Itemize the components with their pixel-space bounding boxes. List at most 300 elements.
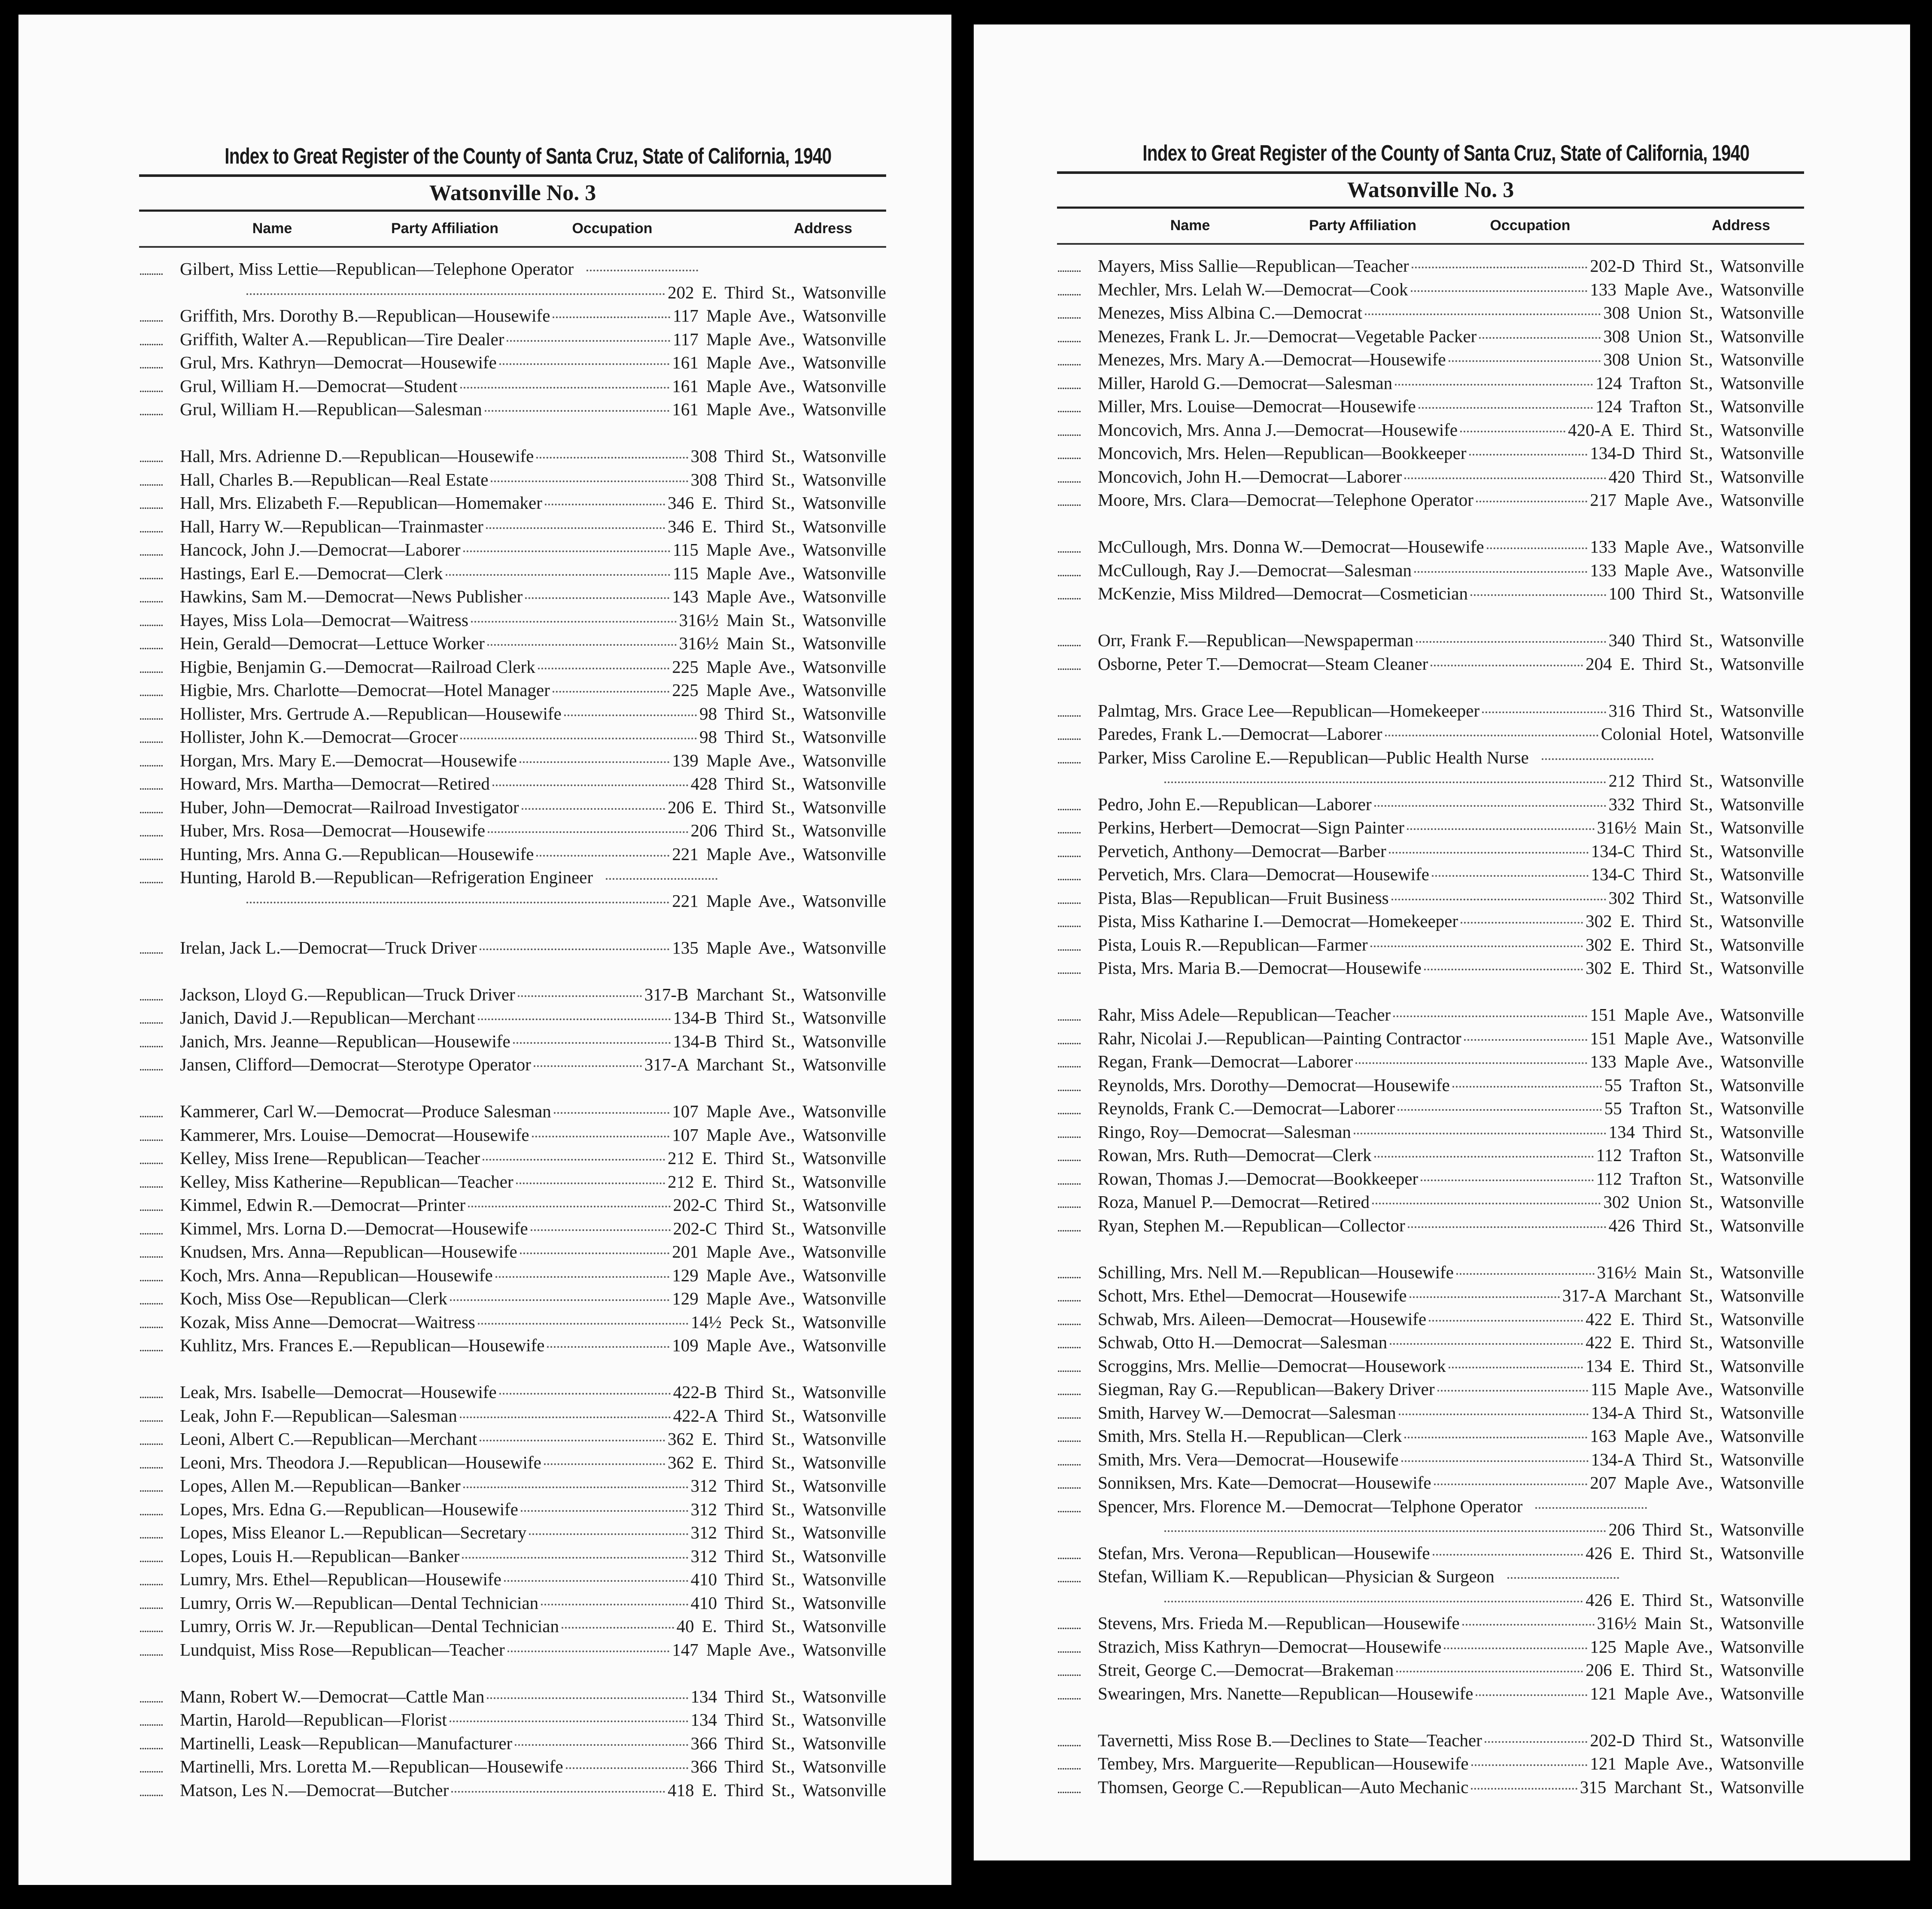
leader-dots: ..........: [1057, 1337, 1081, 1351]
entry-address: 422-A Third St., Watsonville: [673, 1405, 886, 1426]
column-headers: [1057, 209, 1804, 243]
entry-address: 312 Third St., Watsonville: [690, 1523, 886, 1542]
leader-dots: [566, 1767, 688, 1769]
leader-dots: [1407, 828, 1595, 830]
register-entry: [1057, 1471, 1804, 1495]
entry-address: 422 E. Third St., Watsonville: [1586, 1309, 1804, 1329]
entry-address: 201 Maple Ave., Watsonville: [672, 1242, 886, 1262]
leader-dots: [460, 738, 697, 739]
register-entry: [139, 1521, 886, 1544]
register-entry: [139, 491, 886, 515]
entry-address: 107 Maple Ave., Watsonville: [672, 1101, 886, 1121]
entry-name-party-occupation: Hunting, Harold B.—Republican—Refrigeration Engineer: [180, 867, 593, 887]
register-entry: [139, 1544, 886, 1568]
entry-address: 115 Maple Ave., Watsonville: [672, 563, 886, 583]
entry-address: 212 E. Third St., Watsonville: [668, 1171, 886, 1192]
leader-dots: [1487, 547, 1588, 549]
leader-dots: [487, 1697, 688, 1699]
register-entry: [1057, 441, 1804, 465]
leader-dots: [485, 410, 670, 412]
leader-dots: ..........: [139, 872, 163, 886]
register-entry: [1057, 629, 1804, 652]
leader-dots: [544, 1463, 665, 1465]
register-entry: [1057, 933, 1804, 957]
leader-dots: ..........: [139, 732, 163, 746]
leader-dots: [1385, 735, 1598, 736]
entry-name-party-occupation: Kimmel, Mrs. Lorna D.—Democrat—Housewife: [180, 1218, 528, 1238]
leader-dots: [1365, 313, 1601, 315]
register-entry: [1057, 1401, 1804, 1425]
entry-name-party-occupation: Jansen, Clifford—Democrat—Sterotype Operator: [180, 1055, 531, 1074]
register-entry: [1057, 1611, 1804, 1635]
entry-address: 143 Maple Ave., Watsonville: [672, 587, 886, 606]
divider: [1057, 243, 1804, 245]
leader-dots: ..........: [139, 708, 163, 723]
entry-name-party-occupation: Menezes, Mrs. Mary A.—Democrat—Housewife: [1098, 350, 1446, 369]
leader-dots: ..........: [1057, 1407, 1081, 1422]
entry-address: 422-B Third St., Watsonville: [673, 1382, 886, 1402]
register-entry: [1057, 1331, 1804, 1354]
entry-name-party-occupation: Hollister, Mrs. Gertrude A.—Republican—Housewife: [180, 703, 562, 723]
entry-address: 202 E. Third St., Watsonville: [668, 282, 886, 302]
entry-name-party-occupation: Reynolds, Frank C.—Democrat—Laborer: [1098, 1098, 1395, 1118]
register-entry: [139, 351, 886, 374]
leader-dots: ..........: [139, 989, 163, 1003]
entry-name-party-occupation: Smith, Mrs. Stella H.—Republican—Clerk: [1098, 1426, 1402, 1446]
leader-dots: [545, 504, 665, 505]
leader-dots: [1437, 1390, 1588, 1392]
entry-name-party-occupation: Leoni, Albert C.—Republican—Merchant: [180, 1429, 477, 1449]
entry-name-party-occupation: Lumry, Orris W. Jr.—Republican—Dental Technician: [180, 1616, 559, 1636]
leader-dots: [1389, 852, 1589, 854]
leader-dots: ..........: [1057, 1290, 1081, 1304]
register-entry: [1057, 1307, 1804, 1331]
entry-address: 109 Maple Ave., Watsonville: [672, 1335, 886, 1355]
entry-address: 346 E. Third St., Watsonville: [668, 493, 886, 513]
entry-name-party-occupation: Lopes, Allen M.—Republican—Banker: [180, 1476, 461, 1496]
entry-name-party-occupation: Ryan, Stephen M.—Republican—Collector: [1098, 1215, 1405, 1235]
leader-dots: ..........: [1057, 1735, 1081, 1749]
register-entry: [139, 1638, 886, 1662]
entry-address: 161 Maple Ave., Watsonville: [672, 399, 886, 419]
entry-name-party-occupation: Orr, Frank F.—Republican—Newspaperman: [1098, 630, 1414, 650]
register-entry: [139, 1123, 886, 1147]
leader-dots: ..........: [139, 1153, 163, 1167]
entry-name-party-occupation: Grul, William H.—Democrat—Student: [180, 376, 458, 396]
entry-name-party-occupation: Mann, Robert W.—Democrat—Cattle Man: [180, 1686, 485, 1706]
leader-dots: [1395, 384, 1593, 386]
leader-dots: [521, 1510, 688, 1512]
entry-address: 133 Maple Ave., Watsonville: [1590, 537, 1804, 556]
register-entry: [139, 632, 886, 655]
leader-dots: [468, 1206, 671, 1207]
leader-dots: ..........: [139, 778, 163, 793]
leader-dots: ..........: [1057, 377, 1081, 392]
leader-dots: ..........: [139, 685, 163, 699]
register-entry: [139, 608, 886, 632]
entry-name-party-occupation: Kammerer, Mrs. Louise—Democrat—Housewife: [180, 1125, 529, 1145]
leader-dots: [1449, 1367, 1583, 1368]
entry-address: 225 Maple Ave., Watsonville: [672, 680, 886, 700]
leader-dots: [460, 1417, 671, 1418]
leader-dots: ..........: [139, 591, 163, 605]
entry-address: 124 Trafton St., Watsonville: [1595, 396, 1804, 416]
entry-list: [1057, 254, 1804, 1799]
entry-address: 221 Maple Ave., Watsonville: [672, 844, 886, 864]
leader-dots: [451, 1791, 665, 1793]
register-entry: [1057, 816, 1804, 839]
register-entry: [139, 1170, 886, 1194]
register-entry: [1057, 1354, 1804, 1378]
register-entry: [1057, 559, 1804, 582]
entry-name-party-occupation: Lopes, Miss Eleanor L.—Republican—Secretary: [180, 1523, 527, 1542]
leader-dots: [1476, 1694, 1587, 1696]
entry-address: 426 Third St., Watsonville: [1608, 1215, 1804, 1235]
leader-dots: [518, 995, 642, 997]
page-subtitle: Watsonville No. 3: [429, 181, 596, 205]
entry-name-party-occupation: Grul, Mrs. Kathryn—Democrat—Housewife: [180, 353, 497, 372]
leader-dots: [499, 363, 670, 365]
register-entry: [1057, 418, 1804, 442]
leader-dots: [1414, 571, 1587, 573]
leader-dots: [491, 480, 688, 482]
register-entry: [1057, 863, 1804, 886]
leader-dots: ..........: [139, 1200, 163, 1214]
entry-address: 202-C Third St., Watsonville: [673, 1218, 886, 1238]
register-entry: [1057, 1167, 1804, 1191]
leader-dots: ..........: [1057, 261, 1081, 275]
entry-address: 316½ Main St., Watsonville: [1597, 1262, 1804, 1282]
register-entry: [139, 1264, 886, 1287]
register-entry: [139, 374, 886, 398]
entry-name-party-occupation: Janich, David J.—Republican—Merchant: [180, 1008, 475, 1027]
leader-dots: [1431, 665, 1583, 666]
entry-address: 212 Third St., Watsonville: [1608, 771, 1804, 790]
leader-dots: [553, 316, 670, 318]
entry-address: 134-B Third St., Watsonville: [673, 1008, 886, 1027]
leader-dots: ..........: [139, 1574, 163, 1588]
entry-name-party-occupation: Gilbert, Miss Lettie—Republican—Telephone Operator: [180, 259, 574, 279]
leader-dots: ..........: [1057, 1220, 1081, 1234]
entry-address: 308 Third St., Watsonville: [690, 469, 886, 489]
entry-address: 14½ Peck St., Watsonville: [691, 1312, 886, 1332]
leader-dots: ..........: [1057, 1009, 1081, 1024]
entry-address: 316½ Main St., Watsonville: [1597, 818, 1804, 837]
group-spacer: [1057, 1237, 1804, 1261]
entry-name-party-occupation: Sonniksen, Mrs. Kate—Democrat—Housewife: [1098, 1473, 1431, 1493]
group-spacer: [1057, 512, 1804, 535]
leader-dots: ..........: [139, 1480, 163, 1495]
leader-dots: ..........: [139, 1036, 163, 1050]
leader-dots: [1421, 1179, 1594, 1181]
entry-name-party-occupation: Rowan, Mrs. Ruth—Democrat—Clerk: [1098, 1145, 1372, 1165]
leader-dots: ..........: [139, 942, 163, 957]
leader-dots: [513, 1042, 671, 1044]
leader-dots: ..........: [139, 638, 163, 652]
column-header-name: Name: [1170, 217, 1210, 234]
register-entry: [139, 1591, 886, 1615]
entry-address: 117 Maple Ave., Watsonville: [672, 306, 886, 325]
leader-dots: ..........: [1057, 354, 1081, 368]
register-entry: [139, 936, 886, 960]
entry-address: 115 Maple Ave., Watsonville: [672, 540, 886, 559]
column-header-occupation: Occupation: [572, 220, 653, 237]
register-entry: [139, 819, 886, 842]
entry-name-party-occupation: Jackson, Lloyd G.—Republican—Truck Driver: [180, 984, 515, 1004]
register-entry: [139, 702, 886, 726]
entry-address: 133 Maple Ave., Watsonville: [1590, 560, 1804, 580]
entry-name-party-occupation: Siegman, Ray G.—Republican—Bakery Driver: [1098, 1379, 1435, 1399]
entry-name-party-occupation: Roza, Manuel P.—Democrat—Retired: [1098, 1192, 1370, 1212]
leader-dots: [1429, 1320, 1583, 1322]
entry-address: 135 Maple Ave., Watsonville: [672, 937, 886, 958]
leader-dots: ..........: [1057, 752, 1081, 766]
entry-name-party-occupation: Koch, Miss Ose—Republican—Clerk: [180, 1289, 447, 1308]
leader-dots: [522, 808, 665, 810]
leader-dots: [564, 714, 697, 716]
entry-address: 161 Maple Ave., Watsonville: [672, 376, 886, 396]
entry-name-party-occupation: McCullough, Ray J.—Democrat—Salesman: [1098, 560, 1412, 580]
group-spacer: [139, 912, 886, 936]
entry-address: 112 Trafton St., Watsonville: [1596, 1145, 1804, 1165]
leader-dots: ..........: [1057, 1313, 1081, 1328]
entry-name-party-occupation: Lumry, Orris W.—Republican—Dental Technician: [180, 1593, 539, 1613]
leader-dots: [450, 1299, 670, 1301]
leader-dots: ..........: [1057, 471, 1081, 486]
register-entry: [139, 1778, 886, 1802]
entry-name-party-occupation: Pista, Blas—Republican—Fruit Business: [1098, 888, 1389, 908]
entry-address: 426 E. Third St., Watsonville: [1586, 1543, 1804, 1563]
register-page-left: [18, 15, 951, 1885]
entry-name-party-occupation: Rahr, Miss Adele—Republican—Teacher: [1098, 1005, 1391, 1024]
entry-address: 420-A E. Third St., Watsonville: [1568, 419, 1804, 440]
leader-dots: [1471, 1788, 1577, 1790]
register-entry-continuation: [1057, 1588, 1804, 1612]
register-entry: [1057, 1190, 1804, 1214]
leader-dots: [1542, 758, 1653, 760]
entry-name-party-occupation: Streit, George C.—Democrat—Brakeman: [1098, 1660, 1394, 1680]
entry-name-party-occupation: Higbie, Mrs. Charlotte—Democrat—Hotel Manager: [180, 680, 550, 700]
leader-dots: [1432, 875, 1589, 877]
entry-address: 308 Union St., Watsonville: [1603, 326, 1804, 346]
entry-name-party-occupation: Lopes, Mrs. Edna G.—Republican—Housewife: [180, 1499, 518, 1519]
leader-dots: ..........: [1057, 1477, 1081, 1492]
leader-dots: [463, 1486, 688, 1488]
leader-dots: ..........: [1057, 565, 1081, 579]
entry-address: 134-A Third St., Watsonville: [1591, 1449, 1804, 1469]
entry-address: 134-D Third St., Watsonville: [1590, 443, 1804, 463]
register-entry: [1057, 839, 1804, 863]
register-entry: [139, 585, 886, 608]
leader-dots: ..........: [1057, 1431, 1081, 1445]
leader-dots: [1412, 267, 1588, 268]
entry-address: 418 E. Third St., Watsonville: [668, 1780, 886, 1800]
register-entry-continuation: [139, 889, 886, 913]
leader-dots: [1471, 1764, 1588, 1766]
leader-dots: ..........: [139, 264, 163, 278]
entry-name-party-occupation: Spencer, Mrs. Florence M.—Democrat—Telphone Operator: [1098, 1496, 1523, 1516]
page-title: Index to Great Register of the County of Santa Cruz, State of California, 1940: [1142, 141, 1750, 166]
leader-dots: [1354, 1133, 1606, 1134]
entry-name-party-occupation: Tavernetti, Miss Rose B.—Declines to State—Teacher: [1098, 1730, 1482, 1750]
entry-name-party-occupation: Kammerer, Carl W.—Democrat—Produce Salesman: [180, 1101, 551, 1121]
entry-address: 362 E. Third St., Watsonville: [668, 1429, 886, 1449]
leader-dots: ..........: [1057, 541, 1081, 556]
entry-name-party-occupation: Grul, William H.—Republican—Salesman: [180, 399, 482, 419]
entry-name-party-occupation: Stefan, Mrs. Verona—Republican—Housewife: [1098, 1543, 1430, 1563]
column-header-name: Name: [252, 220, 292, 237]
leader-dots: ..........: [1057, 331, 1081, 345]
leader-dots: ..........: [1057, 869, 1081, 883]
column-headers: [139, 212, 886, 246]
entry-address: 112 Trafton St., Watsonville: [1596, 1168, 1804, 1189]
entry-name-party-occupation: Howard, Mrs. Martha—Democrat—Retired: [180, 774, 490, 793]
entry-name-party-occupation: Perkins, Herbert—Democrat—Sign Painter: [1098, 818, 1404, 837]
register-entry: [1057, 956, 1804, 980]
leader-dots: ..........: [1057, 1665, 1081, 1679]
divider: [139, 246, 886, 248]
entry-name-party-occupation: Kuhlitz, Mrs. Frances E.—Republican—Housewife: [180, 1335, 545, 1355]
entry-address: 55 Trafton St., Watsonville: [1604, 1075, 1804, 1095]
leader-dots: ..........: [139, 848, 163, 863]
entry-name-party-occupation: Reynolds, Mrs. Dorothy—Democrat—Housewife: [1098, 1075, 1450, 1095]
leader-dots: ..........: [1057, 1173, 1081, 1188]
register-entry: [1057, 1003, 1804, 1027]
entry-address: 302 Third St., Watsonville: [1608, 888, 1804, 908]
leader-dots: ..........: [139, 1434, 163, 1448]
leader-dots: [478, 1018, 671, 1020]
leader-dots: ..........: [139, 1059, 163, 1073]
entry-list: [139, 257, 886, 1802]
leader-dots: ..........: [139, 1621, 163, 1635]
entry-address: 317-A Marchant St., Watsonville: [644, 1055, 886, 1074]
register-entry: [1057, 582, 1804, 605]
entry-name-party-occupation: Schwab, Otto H.—Democrat—Salesman: [1098, 1332, 1388, 1352]
leader-dots: [1399, 1414, 1589, 1415]
register-entry: [139, 1708, 886, 1732]
leader-dots: [450, 1721, 688, 1722]
entry-address: 308 Union St., Watsonville: [1603, 303, 1804, 322]
leader-dots: ..........: [1057, 1267, 1081, 1281]
entry-name-party-occupation: Pervetich, Mrs. Clara—Democrat—Housewife: [1098, 864, 1429, 884]
entry-address: 366 Third St., Watsonville: [690, 1733, 886, 1753]
entry-address: 302 E. Third St., Watsonville: [1586, 911, 1804, 931]
entry-address: 308 Third St., Watsonville: [690, 446, 886, 466]
leader-dots: ..........: [139, 451, 163, 465]
entry-name-party-occupation: Hall, Harry W.—Republican—Trainmaster: [180, 516, 483, 536]
entry-name-party-occupation: Kimmel, Edwin R.—Democrat—Printer: [180, 1195, 465, 1215]
entry-name-party-occupation: Lopes, Louis H.—Republican—Banker: [180, 1546, 460, 1566]
leader-dots: ..........: [1057, 1033, 1081, 1047]
register-entry: [1057, 1261, 1804, 1284]
entry-address: 207 Maple Ave., Watsonville: [1590, 1473, 1804, 1493]
entry-name-party-occupation: Scroggins, Mrs. Mellie—Democrat—Housework: [1098, 1356, 1446, 1376]
entry-address: 134 E. Third St., Watsonville: [1586, 1356, 1804, 1376]
entry-name-party-occupation: Kozak, Miss Anne—Democrat—Waitress: [180, 1312, 475, 1332]
group-spacer: [139, 959, 886, 983]
leader-dots: [1433, 1554, 1583, 1556]
entry-address: 125 Maple Ave., Watsonville: [1590, 1636, 1804, 1657]
register-entry: [139, 1474, 886, 1498]
entry-name-party-occupation: Tembey, Mrs. Marguerite—Republican—Housewife: [1098, 1754, 1469, 1773]
entry-name-party-occupation: Pista, Miss Katharine I.—Democrat—Homekeeper: [1098, 911, 1458, 931]
leader-dots: [1391, 899, 1606, 900]
leader-dots: ..........: [1057, 1547, 1081, 1562]
entry-name-party-occupation: Knudsen, Mrs. Anna—Republican—Housewife: [180, 1242, 517, 1262]
register-entry: [1057, 1284, 1804, 1307]
entry-address: 121 Maple Ave., Watsonville: [1590, 1754, 1804, 1773]
entry-address: 163 Maple Ave., Watsonville: [1590, 1426, 1804, 1446]
leader-dots: [246, 293, 665, 295]
leader-dots: [1370, 945, 1583, 947]
leader-dots: [1462, 1624, 1595, 1626]
leader-dots: [1479, 337, 1601, 339]
leader-dots: ..........: [1057, 424, 1081, 439]
entry-name-party-occupation: Rahr, Nicolai J.—Republican—Painting Contractor: [1098, 1028, 1461, 1048]
entry-address: 129 Maple Ave., Watsonville: [672, 1265, 886, 1285]
page-subtitle: Watsonville No. 3: [1347, 178, 1514, 202]
entry-address: 117 Maple Ave., Watsonville: [672, 329, 886, 349]
entry-address: 115 Maple Ave., Watsonville: [1590, 1379, 1804, 1399]
register-entry: [1057, 301, 1804, 325]
entry-name-party-occupation: Griffith, Mrs. Dorothy B.—Republican—Housewife: [180, 306, 550, 325]
entry-name-party-occupation: Mayers, Miss Sallie—Republican—Teacher: [1098, 256, 1409, 276]
leader-dots: ..........: [139, 1504, 163, 1518]
register-entry: [1057, 1658, 1804, 1682]
leader-dots: [492, 784, 688, 786]
register-entry: [139, 1404, 886, 1428]
entry-address: 134 Third St., Watsonville: [1608, 1122, 1804, 1142]
register-entry: [1057, 1565, 1804, 1588]
leader-dots: ..........: [1057, 799, 1081, 813]
entry-name-party-occupation: Hall, Mrs. Adrienne D.—Republican—Housewife: [180, 446, 534, 466]
leader-dots: [246, 902, 669, 903]
leader-dots: [538, 668, 670, 669]
entry-address: 202-D Third St., Watsonville: [1590, 1730, 1804, 1750]
leader-dots: [1355, 1062, 1587, 1064]
entry-address: 206 E. Third St., Watsonville: [668, 797, 886, 817]
leader-dots: ..........: [1057, 705, 1081, 720]
leader-dots: ..........: [1057, 845, 1081, 860]
leader-dots: [460, 387, 670, 389]
entry-name-party-occupation: Hall, Charles B.—Republican—Real Estate: [180, 469, 489, 489]
leader-dots: [1469, 454, 1588, 456]
register-entry: [139, 515, 886, 538]
leader-dots: ..........: [139, 1410, 163, 1425]
entry-name-party-occupation: Rowan, Thomas J.—Democrat—Bookkeeper: [1098, 1168, 1419, 1189]
leader-dots: ..........: [1057, 729, 1081, 743]
leader-dots: ..........: [139, 1714, 163, 1729]
leader-dots: ..........: [1057, 1056, 1081, 1070]
leader-dots: ..........: [1057, 1758, 1081, 1772]
leader-dots: ..........: [139, 1106, 163, 1120]
leader-dots: ..........: [139, 1644, 163, 1659]
leader-dots: ..........: [139, 334, 163, 348]
leader-dots: ..........: [1057, 307, 1081, 322]
entry-name-party-occupation: Hollister, John K.—Democrat—Grocer: [180, 727, 458, 747]
group-spacer: [139, 1076, 886, 1100]
entry-address: 316½ Main St., Watsonville: [679, 610, 886, 630]
leader-dots: [536, 457, 688, 459]
leader-dots: [480, 1440, 665, 1441]
register-entry: [1057, 325, 1804, 348]
register-entry: [139, 796, 886, 819]
leader-dots: ..........: [1057, 495, 1081, 509]
entry-name-party-occupation: Griffith, Walter A.—Republican—Tire Dealer: [180, 329, 504, 349]
leader-dots: [532, 1136, 670, 1137]
register-entry: [1057, 465, 1804, 489]
leader-dots: ..........: [1057, 1360, 1081, 1375]
